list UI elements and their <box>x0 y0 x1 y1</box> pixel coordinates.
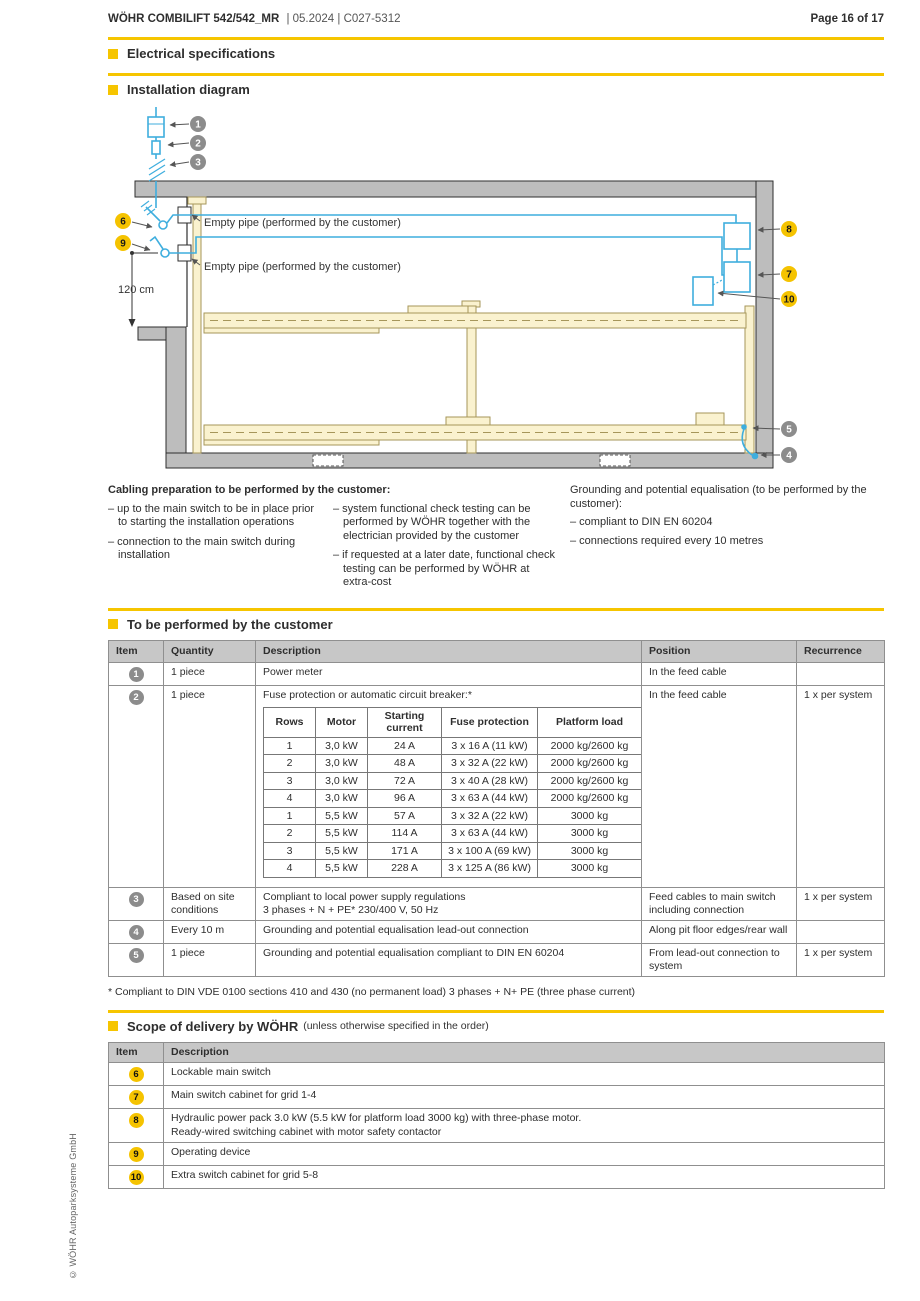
cell-quantity: 1 piece <box>164 685 256 887</box>
hydraulic-power-pack-box <box>724 223 750 249</box>
cell-quantity: 1 piece <box>164 662 256 685</box>
grounding-bullet: – compliant to DIN EN 60204 <box>570 516 713 528</box>
table-row <box>109 1108 885 1142</box>
empty-pipe-label-1: Empty pipe (performed by the customer) <box>204 217 401 229</box>
svg-text:10: 10 <box>783 294 795 306</box>
cell-position: In the feed cable <box>642 662 797 685</box>
sub-table-row: 2 5,5 kW 114 A 3 x 63 A (44 kW) 3000 kg <box>264 825 642 843</box>
col-header-description: Description <box>164 1042 885 1062</box>
cell-description <box>256 685 642 887</box>
dimension-label: 120 cm <box>118 284 155 296</box>
doc-header <box>108 0 884 25</box>
callout-2 <box>190 135 206 151</box>
section-title: Installation diagram <box>127 82 250 97</box>
sub-table-row: 1 5,5 kW 57 A 3 x 32 A (22 kW) 3000 kg <box>264 807 642 825</box>
callout-arrows <box>132 124 780 455</box>
callout-8 <box>781 221 797 237</box>
sub-table-row: 3 5,5 kW 171 A 3 x 100 A (69 kW) 3000 kg <box>264 842 642 860</box>
left-post-cap <box>188 197 206 204</box>
fuse-protection-table <box>263 707 642 878</box>
col-header-position: Position <box>642 640 797 662</box>
callout-1 <box>190 116 206 132</box>
doc-title <box>108 13 401 25</box>
cell-recurrence <box>797 662 885 685</box>
sub-col-starting-current: Starting current <box>368 707 442 737</box>
section-to-be-performed <box>108 608 884 632</box>
sub-col-platform-load: Platform load <box>538 707 642 737</box>
cabling-bullet: – system functional check testing can be performed by WÖHR together with the electrician provided by the customer <box>333 502 531 542</box>
cabling-heading: Cabling preparation to be performed by the customer: <box>108 484 391 496</box>
cell-description: Main switch cabinet for grid 1-4 <box>164 1085 885 1108</box>
extra-switch-cabinet-box <box>693 277 713 305</box>
cell-recurrence: 1 x per system <box>797 887 885 920</box>
main-switch-cabinet-box <box>724 262 750 292</box>
yellow-square-icon <box>108 1021 118 1031</box>
grounding-point-4 <box>753 454 758 459</box>
cell-quantity: Based on site conditions <box>164 887 256 920</box>
scope-of-delivery-table <box>108 1042 885 1189</box>
callout-10 <box>781 291 797 307</box>
cabling-bullet: – connection to the main switch during installation <box>108 535 296 561</box>
cell-description: Extra switch cabinet for grid 5-8 <box>164 1165 885 1188</box>
callout-9 <box>115 235 131 251</box>
fuse-intro: Fuse protection or automatic circuit breaker:* <box>263 688 472 701</box>
col-header-description: Description <box>256 640 642 662</box>
cell-quantity: 1 piece <box>164 943 256 976</box>
svg-text:9: 9 <box>120 238 126 250</box>
table-header-row <box>109 640 885 662</box>
sub-col-rows: Rows <box>264 707 316 737</box>
cell-description: Grounding and potential equalisation lead-out connection <box>256 920 642 943</box>
callout-4 <box>781 447 797 463</box>
fuse-symbol <box>152 141 160 154</box>
operating-device-symbol <box>150 237 169 257</box>
sub-table-row: 3 3,0 kW 72 A 3 x 40 A (28 kW) 2000 kg/2600 kg <box>264 772 642 790</box>
platform-structure <box>188 197 754 453</box>
col-header-recurrence: Recurrence <box>797 640 885 662</box>
lower-platform-unit <box>696 413 724 425</box>
cell-position: Along pit floor edges/rear wall <box>642 920 797 943</box>
svg-text:2: 2 <box>195 138 201 150</box>
table-header-row <box>109 1042 885 1062</box>
callout-5 <box>781 421 797 437</box>
cabling-preparation-block <box>108 484 560 596</box>
sub-table-header-row <box>264 707 642 737</box>
table-row <box>109 1062 885 1085</box>
installation-diagram-svg <box>108 103 884 475</box>
section-installation-diagram <box>108 73 884 97</box>
yellow-square-icon <box>108 85 118 95</box>
left-post <box>193 204 201 453</box>
item-badge: 5 <box>129 948 144 963</box>
svg-text:3: 3 <box>195 157 201 169</box>
cell-description: Grounding and potential equalisation compliant to DIN EN 60204 <box>256 943 642 976</box>
col-header-item: Item <box>109 1042 164 1062</box>
cabling-bullet: – up to the main switch to be in place prior to starting the installation operations <box>108 502 315 528</box>
yellow-square-icon <box>108 619 118 629</box>
callout-3 <box>190 154 206 170</box>
table-row <box>109 920 885 943</box>
item-badge: 1 <box>129 667 144 682</box>
doc-title-main: WÖHR COMBILIFT 542/542_MR <box>108 13 280 25</box>
table-row <box>109 1142 885 1165</box>
yellow-square-icon <box>108 49 118 59</box>
table-footnote: * Compliant to DIN VDE 0100 sections 410 and 430 (no permanent load) 3 phases + N+ PE (three phase current) <box>108 985 636 998</box>
item-badge: 7 <box>129 1090 144 1105</box>
item-badge: 3 <box>129 892 144 907</box>
cell-position: From lead-out connection to system <box>642 943 797 976</box>
cell-description: Lockable main switch <box>164 1062 885 1085</box>
grounding-note-block <box>570 484 880 596</box>
page-number: Page 16 of 17 <box>810 13 884 25</box>
sub-col-fuse-protection: Fuse protection <box>442 707 538 737</box>
cell-description: Operating device <box>164 1142 885 1165</box>
cell-description: Power meter <box>256 662 642 685</box>
left-wall <box>166 327 186 453</box>
cell-recurrence: 1 x per system <box>797 685 885 887</box>
item-badge: 2 <box>129 690 144 705</box>
electrical-lines <box>141 107 758 459</box>
svg-text:5: 5 <box>786 424 792 436</box>
cell-position: In the feed cable <box>642 685 797 887</box>
svg-text:7: 7 <box>786 269 792 281</box>
section-title-note: (unless otherwise specified in the order) <box>303 1020 489 1032</box>
ceiling-slab <box>135 181 773 197</box>
sub-table-row: 4 3,0 kW 96 A 3 x 63 A (44 kW) 2000 kg/2600 kg <box>264 790 642 808</box>
installation-diagram <box>108 103 884 475</box>
copyright-vertical-text: © WÖHR Autoparksysteme GmbH <box>68 1133 78 1280</box>
svg-text:8: 8 <box>786 224 792 236</box>
callout-7 <box>781 266 797 282</box>
cable-hatch-symbol <box>149 159 165 181</box>
cell-description: Compliant to local power supply regulations 3 phases + N + PE* 230/400 V, 50 Hz <box>256 887 642 920</box>
table-row <box>109 1165 885 1188</box>
table-row <box>109 887 885 920</box>
svg-text:4: 4 <box>786 450 792 462</box>
cell-recurrence <box>797 920 885 943</box>
table-row <box>109 1085 885 1108</box>
col-header-quantity: Quantity <box>164 640 256 662</box>
sub-col-motor: Motor <box>316 707 368 737</box>
doc-title-meta: | 05.2024 | C027-5312 <box>286 13 401 25</box>
cell-recurrence: 1 x per system <box>797 943 885 976</box>
grounding-point-5 <box>742 425 746 429</box>
cabling-bullet: – if requested at a later date, functional check testing can be performed by WÖHR at extra-cost <box>333 549 555 588</box>
diagram-notes <box>108 484 884 596</box>
table-row <box>109 685 885 887</box>
customer-tasks-table <box>108 640 885 977</box>
grounding-heading: Grounding and potential equalisation (to be performed by the customer): <box>570 484 867 510</box>
power-meter-symbol <box>148 117 164 137</box>
item-badge: 8 <box>129 1113 144 1128</box>
table-row <box>109 662 885 685</box>
upper-platform-lip <box>204 328 379 333</box>
lower-platform-block <box>446 417 490 425</box>
table-row <box>109 943 885 976</box>
pit-floor <box>166 453 773 468</box>
sub-table-row: 4 5,5 kW 228 A 3 x 125 A (86 kW) 3000 kg <box>264 860 642 878</box>
col-header-item: Item <box>109 640 164 662</box>
sub-table-row: 1 3,0 kW 24 A 3 x 16 A (11 kW) 2000 kg/2600 kg <box>264 737 642 755</box>
section-title: To be performed by the customer <box>127 616 333 632</box>
cell-description: Hydraulic power pack 3.0 kW (5.5 kW for platform load 3000 kg) with three-phase motor. Ready-wired switching cabinet with motor safety contactor <box>164 1108 885 1142</box>
section-title: Scope of delivery by WÖHR <box>127 1018 299 1034</box>
item-badge: 10 <box>129 1170 144 1185</box>
lower-platform-lip <box>204 440 379 445</box>
item-badge: 4 <box>129 925 144 940</box>
section-title: Electrical specifications <box>127 46 276 61</box>
empty-pipe-label-2: Empty pipe (performed by the customer) <box>204 261 401 273</box>
item-badge: 9 <box>129 1147 144 1162</box>
callout-6 <box>115 213 131 229</box>
section-electrical-specifications <box>108 37 884 61</box>
right-wall <box>756 181 773 468</box>
item-badge: 6 <box>129 1067 144 1082</box>
svg-text:6: 6 <box>120 216 126 228</box>
section-scope-of-delivery <box>108 1010 884 1034</box>
svg-text:1: 1 <box>195 119 201 131</box>
cell-position: Feed cables to main switch including connection <box>642 887 797 920</box>
sub-table-row: 2 3,0 kW 48 A 3 x 32 A (22 kW) 2000 kg/2600 kg <box>264 755 642 773</box>
upper-platform-block <box>408 306 468 313</box>
cell-quantity: Every 10 m <box>164 920 256 943</box>
grounding-bullet: – connections required every 10 metres <box>570 534 764 547</box>
